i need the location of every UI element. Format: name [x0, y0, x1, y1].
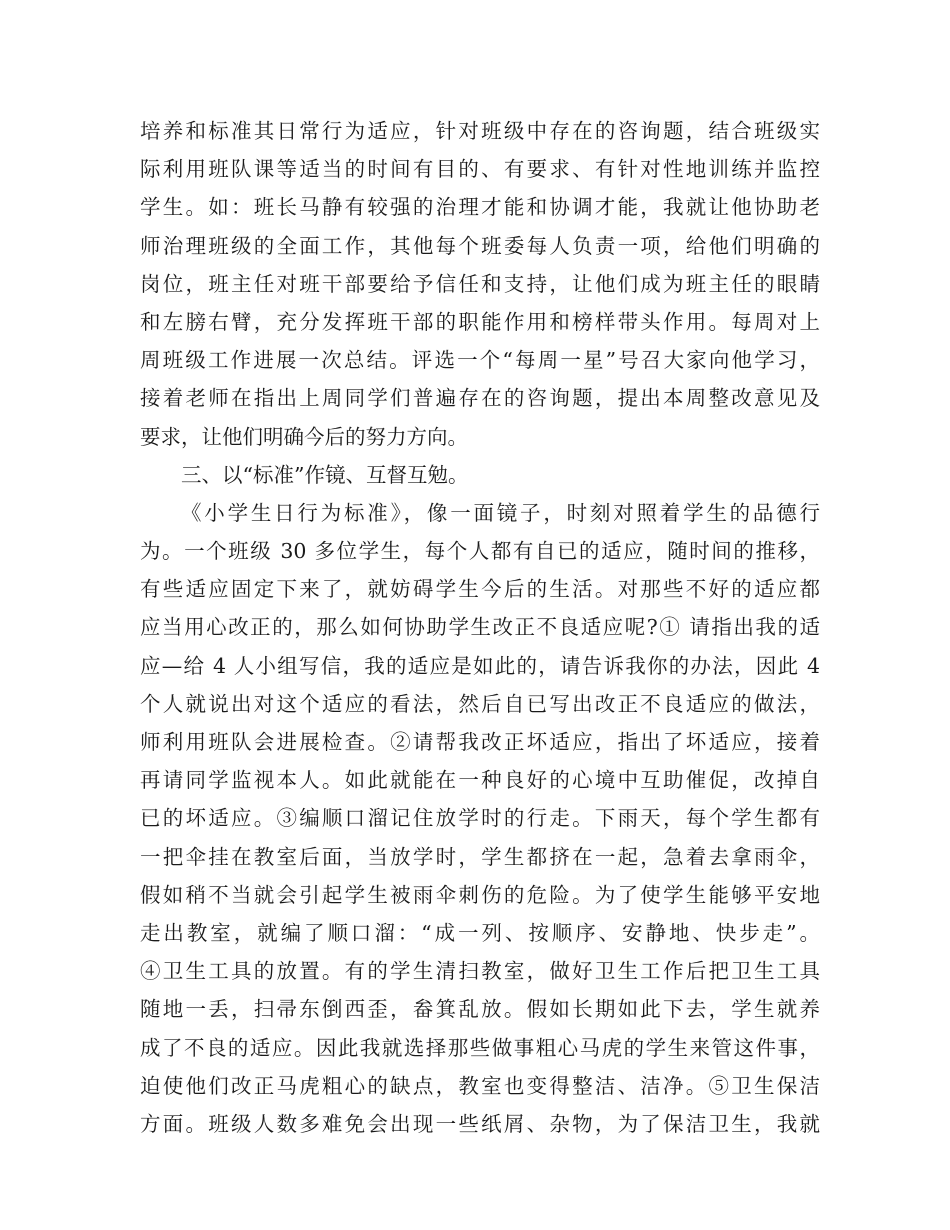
text-line: 际利用班队课等适当的时间有目的、有要求、有针对性地训练并监控 [140, 157, 820, 182]
text-line: 方面。班级人数多难免会出现一些纸屑、杂物，为了保洁卫生，我就 [140, 1111, 820, 1136]
text-line: 《小学生日行为标准》，像一面镜子，时刻对照着学生的品德行 [181, 500, 820, 525]
text-line: 个人就说出对这个适应的看法，然后自已写出改正不良适应的做法， [140, 691, 820, 716]
text-line: 成了不良的适应。因此我就选择那些做事粗心马虎的学生来管这件事， [140, 1035, 820, 1060]
section-heading: 三、以“标准”作镜、互督互勉。 [181, 462, 469, 487]
text-line: 一把伞挂在教室后面，当放学时，学生都挤在一起，急着去拿雨伞， [140, 844, 820, 869]
text-line: 随地一丢，扫帚东倒西歪，畚箕乱放。假如长期如此下去，学生就养 [140, 997, 820, 1022]
text-line: 为。一个班级 30 多位学生，每个人都有自已的适应，随时间的推移， [140, 539, 820, 564]
text-line: ④卫生工具的放置。有的学生清扫教室，做好卫生工作后把卫生工具 [140, 959, 820, 984]
text-line: 学生。如：班长马静有较强的治理才能和协调才能，我就让他协助老 [140, 195, 820, 220]
text-line: 要求，让他们明确今后的努力方向。 [140, 424, 468, 449]
text-line: 应—给 4 人小组写信，我的适应是如此的，请告诉我你的办法，因此 4 [140, 653, 820, 678]
text-line: 岗位，班主任对班干部要给予信任和支持，让他们成为班主任的眼睛 [140, 271, 820, 296]
text-line: 周班级工作进展一次总结。评选一个“每周一星”号召大家向他学习， [140, 348, 820, 373]
text-line: 有些适应固定下来了，就妨碍学生今后的生活。对那些不好的适应都 [140, 577, 820, 602]
text-line: 接着老师在指出上周同学们普遍存在的咨询题，提出本周整改意见及 [140, 386, 820, 411]
text-line: 走出教室，就编了顺口溜：“成一列、按顺序、安静地、快步走”。 [140, 920, 820, 945]
text-line: 再请同学监视本人。如此就能在一种良好的心境中互助催促，改掉自 [140, 768, 820, 793]
text-line: 培养和标准其日常行为适应，针对班级中存在的咨询题，结合班级实 [140, 119, 820, 143]
text-line: 已的坏适应。③编顺口溜记住放学时的行走。下雨天，每个学生都有 [140, 806, 820, 831]
text-line: 和左膀右臂，充分发挥班干部的职能作用和榜样带头作用。每周对上 [140, 309, 820, 334]
text-line: 师治理班级的全面工作，其他每个班委每人负责一项，给他们明确的 [140, 233, 820, 258]
text-line: 师利用班队会进展检查。②请帮我改正坏适应，指出了坏适应，接着 [140, 730, 820, 754]
text-line: 应当用心改正的，那么如何协助学生改正不良适应呢?① 请指出我的适 [140, 615, 820, 640]
text-line: 迫使他们改正马虎粗心的缺点，教室也变得整洁、洁净。⑤卫生保洁 [140, 1073, 820, 1098]
text-line: 假如稍不当就会引起学生被雨伞刺伤的危险。为了使学生能够平安地 [140, 882, 820, 907]
body-text [140, 112, 820, 1143]
